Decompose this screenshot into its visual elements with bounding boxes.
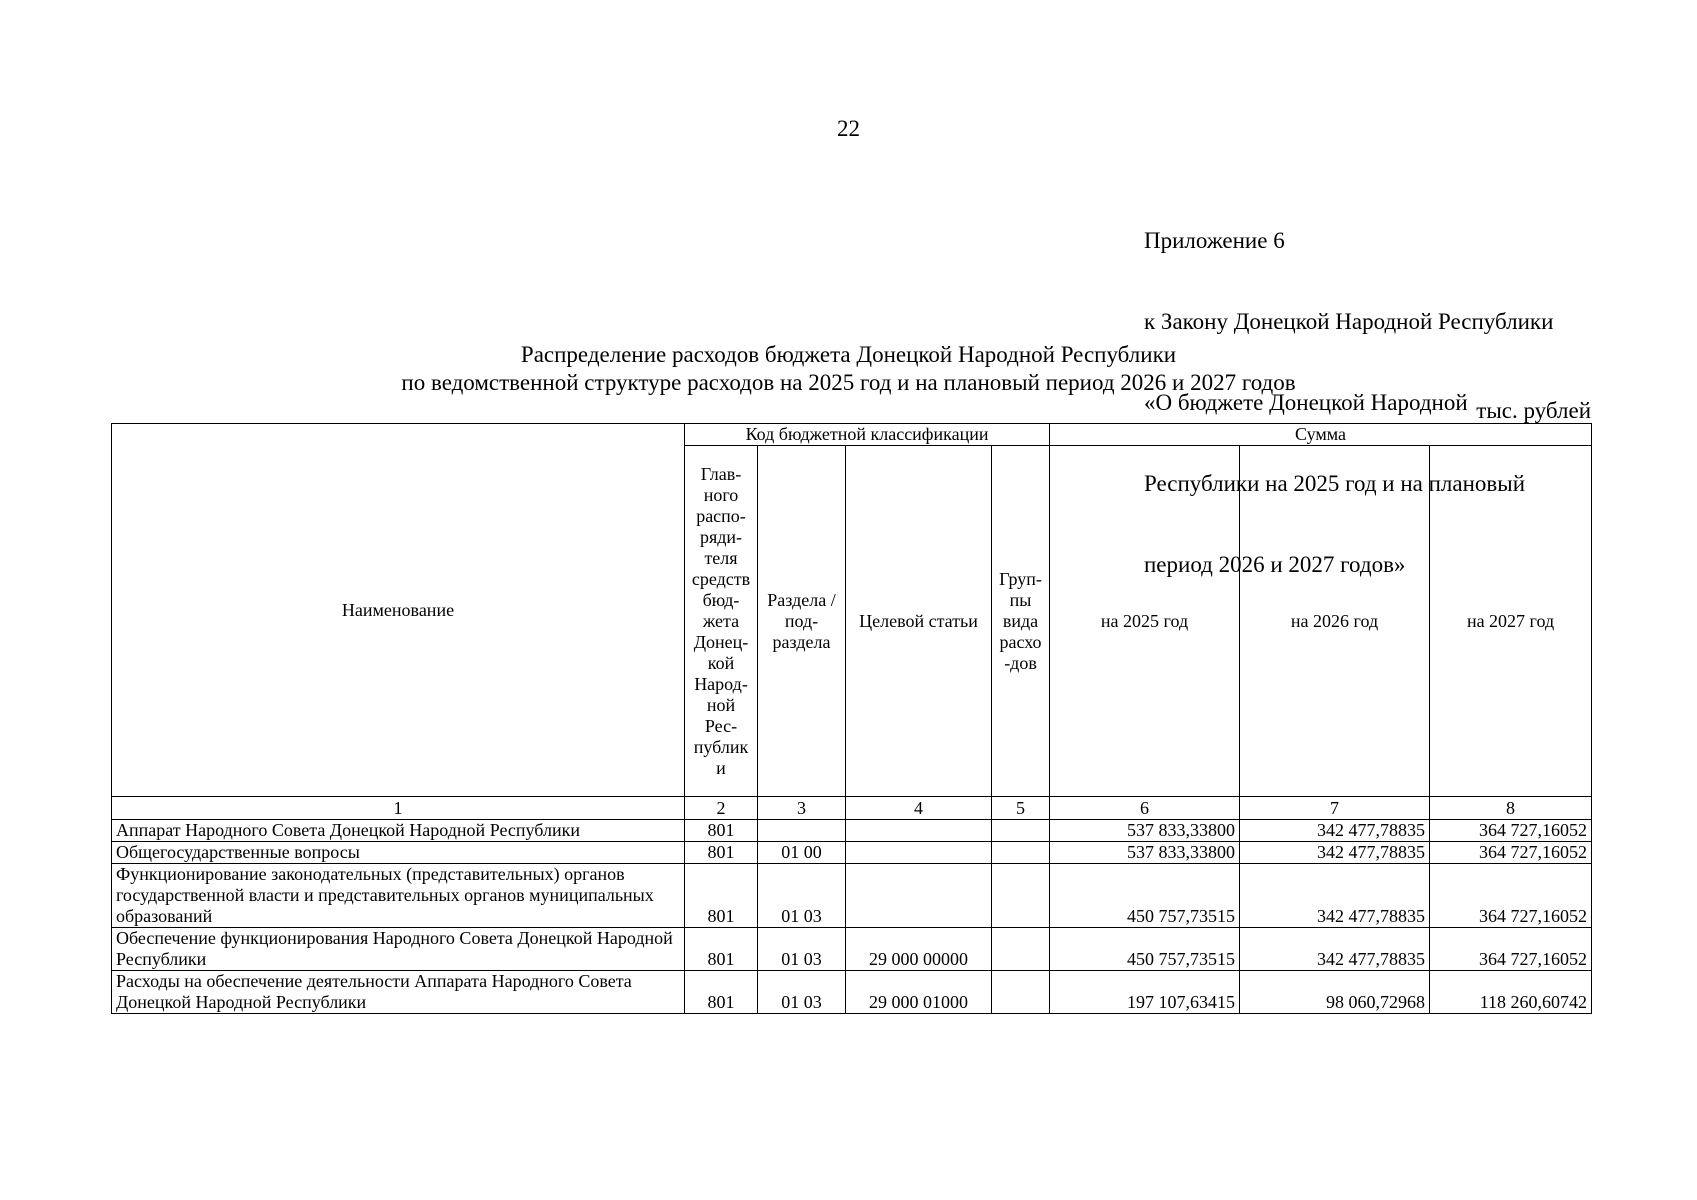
row-target [846, 820, 992, 842]
header-code-group: Код бюджетной классификации [685, 424, 1050, 446]
row-2027: 118 260,60742 [1430, 971, 1592, 1014]
header-row-groups [112, 424, 1592, 446]
row-2025: 537 833,33800 [1050, 842, 1240, 864]
row-section [758, 820, 846, 842]
column-number: 6 [1050, 797, 1240, 820]
table-row [112, 842, 1592, 864]
column-number: 4 [846, 797, 992, 820]
row-expense-type [992, 971, 1050, 1014]
row-section: 01 03 [758, 864, 846, 928]
row-2025: 197 107,63415 [1050, 971, 1240, 1014]
row-2026: 342 477,78835 [1240, 864, 1430, 928]
row-2027: 364 727,16052 [1430, 864, 1592, 928]
title-line-2: по ведомственной структуре расходов на 2025 год и на плановый период 2026 и 2027 годов [401, 370, 1296, 395]
header-name: Наименование [112, 424, 685, 797]
document-title [0, 341, 1697, 397]
row-grbs: 801 [685, 928, 758, 971]
appendix-line: Республики на 2025 год и на плановый [1144, 471, 1526, 496]
column-number: 8 [1430, 797, 1592, 820]
row-2026: 342 477,78835 [1240, 842, 1430, 864]
table-row [112, 971, 1592, 1014]
header-2027: на 2027 год [1430, 446, 1592, 797]
page-number: 22 [837, 116, 860, 141]
row-2027: 364 727,16052 [1430, 842, 1592, 864]
row-grbs: 801 [685, 971, 758, 1014]
row-target [846, 864, 992, 928]
row-grbs: 801 [685, 820, 758, 842]
table-row [112, 820, 1592, 842]
row-target: 29 000 01000 [846, 971, 992, 1014]
column-number: 2 [685, 797, 758, 820]
header-grbs: Глав- ного распо- ряди- теля средств бюд- жета Донец- кой Народ- ной Рес- публик и [685, 446, 758, 797]
row-2026: 98 060,72968 [1240, 971, 1430, 1014]
row-2025: 450 757,73515 [1050, 928, 1240, 971]
column-number: 7 [1240, 797, 1430, 820]
header-target: Целевой статьи [846, 446, 992, 797]
row-2027: 364 727,16052 [1430, 928, 1592, 971]
row-2026: 342 477,78835 [1240, 820, 1430, 842]
table-row [112, 928, 1592, 971]
column-number-row [112, 797, 1592, 820]
row-name: Функционирование законодательных (представительных) органов государственной власти и представительных органов муниципальных образований [112, 864, 685, 928]
row-name: Общегосударственные вопросы [112, 842, 685, 864]
title-line-1: Распределение расходов бюджета Донецкой Народной Республики [520, 342, 1177, 367]
row-name: Обеспечение функционирования Народного Совета Донецкой Народной Республики [112, 928, 685, 971]
row-section: 01 03 [758, 928, 846, 971]
row-expense-type [992, 820, 1050, 842]
appendix-line: период 2026 и 2027 годов» [1144, 552, 1406, 577]
header-2025: на 2025 год [1050, 446, 1240, 797]
appendix-line: «О бюджете Донецкой Народной [1144, 390, 1468, 415]
row-name: Расходы на обеспечение деятельности Аппарата Народного Совета Донецкой Народной Республики [112, 971, 685, 1014]
column-number: 5 [992, 797, 1050, 820]
header-expense-type: Груп- пы вида расхо -дов [992, 446, 1050, 797]
header-2026: на 2026 год [1240, 446, 1430, 797]
column-number: 3 [758, 797, 846, 820]
appendix-line: Приложение 6 [1144, 228, 1285, 253]
header-section: Раздела / под- раздела [758, 446, 846, 797]
row-2026: 342 477,78835 [1240, 928, 1430, 971]
row-expense-type [992, 928, 1050, 971]
row-expense-type [992, 864, 1050, 928]
header-sum-group: Сумма [1050, 424, 1592, 446]
row-section: 01 00 [758, 842, 846, 864]
row-section: 01 03 [758, 971, 846, 1014]
units-label: тыс. рублей [1476, 398, 1591, 423]
row-2025: 537 833,33800 [1050, 820, 1240, 842]
row-2027: 364 727,16052 [1430, 820, 1592, 842]
row-target [846, 842, 992, 864]
column-number: 1 [112, 797, 685, 820]
table-row [112, 864, 1592, 928]
row-target: 29 000 00000 [846, 928, 992, 971]
row-name: Аппарат Народного Совета Донецкой Народной Республики [112, 820, 685, 842]
row-2025: 450 757,73515 [1050, 864, 1240, 928]
row-grbs: 801 [685, 842, 758, 864]
row-grbs: 801 [685, 864, 758, 928]
appendix-line: к Закону Донецкой Народной Республики [1144, 309, 1554, 334]
budget-table [111, 423, 1592, 1014]
row-expense-type [992, 842, 1050, 864]
